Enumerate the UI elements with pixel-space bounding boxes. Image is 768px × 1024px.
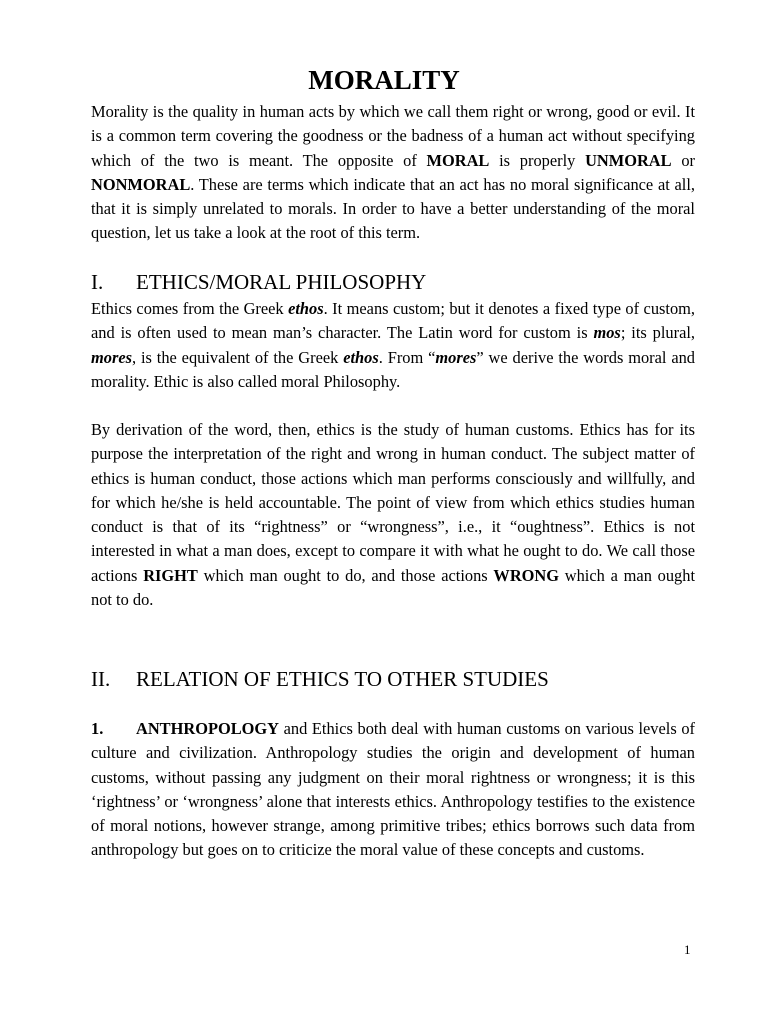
section-2-heading bbox=[91, 665, 695, 693]
section-2-title: RELATION OF ETHICS TO OTHER STUDIES bbox=[136, 667, 549, 691]
ethics-text-2: . It means custom; but it denotes a fixed type of custom, and is often used to mean man’s character. The Latin word for custom is bbox=[91, 299, 695, 343]
section-1-title: ETHICS/MORAL PHILOSOPHY bbox=[136, 270, 427, 294]
section-1-heading bbox=[91, 268, 695, 296]
ethics-definition-paragraph bbox=[91, 297, 695, 394]
term-wrong: WRONG bbox=[493, 565, 559, 585]
anthropology-paragraph bbox=[91, 717, 695, 863]
derivation-text-3: which a man ought not to do. bbox=[91, 565, 695, 610]
term-mores-2: mores bbox=[435, 347, 477, 367]
intro-paragraph bbox=[91, 100, 695, 246]
ethics-text-6: ” we derive the words moral and morality. Ethic is also called moral Philosophy. bbox=[91, 347, 695, 391]
term-anthropology: ANTHROPOLOGY bbox=[136, 719, 279, 738]
page-number: 1 bbox=[684, 942, 691, 957]
document-title: MORALITY bbox=[308, 65, 460, 95]
intro-text-3: or bbox=[671, 150, 695, 170]
term-unmoral: UNMORAL bbox=[585, 150, 672, 170]
item-1-number: 1. bbox=[91, 719, 104, 738]
ethics-derivation-paragraph bbox=[91, 418, 695, 612]
term-mores: mores bbox=[91, 347, 132, 367]
ethics-text-3: ; its plural, bbox=[620, 323, 695, 343]
term-nonmoral: NONMORAL bbox=[91, 174, 191, 194]
derivation-text-1: By derivation of the word, then, ethics is the study of human customs. Ethics has for its purpose the interpretation of the right and wrong in human conduct. The subject matter of ethics is human conduct, those actions which man performs consciously and willfully, and for which he/she is held accountable. The point of view from which ethics studies human conduct is that of its “rightness” or “wrongness”, i.e., it “oughtness”. Ethics is not interested in what a man does, except to compare it with what he ought to do. We call those actions bbox=[91, 420, 695, 585]
section-1-number: I. bbox=[91, 270, 104, 294]
section-2-number: II. bbox=[91, 667, 111, 691]
ethics-text-1: Ethics comes from the Greek bbox=[91, 299, 289, 318]
derivation-text-2: which man ought to do, and those actions bbox=[197, 565, 494, 585]
term-right: RIGHT bbox=[143, 565, 198, 585]
term-moral: MORAL bbox=[426, 150, 490, 170]
anthropology-text: and Ethics both deal with human customs on various levels of culture and civilization. Anthropology studies the origin and development of human customs, without passing any judgment on their moral rightness or wrongness; it is this ‘rightness’ or ‘wrongness’ alone that interests ethics. Anthropology testifies to the existence of moral notions, however strange, among primitive tribes; ethics borrows such data from anthropology but goes on to criticize the moral value of these concepts and customs. bbox=[91, 719, 695, 860]
term-ethos: ethos bbox=[288, 299, 324, 318]
term-mos: mos bbox=[593, 323, 621, 343]
term-ethos-2: ethos bbox=[343, 347, 379, 367]
intro-text-4: . These are terms which indicate that an act has no moral significance at all, that it is simply unrelated to morals. In order to have a better understanding of the moral question, let us take a look at the root of this term. bbox=[91, 174, 695, 243]
intro-text-2: is properly bbox=[489, 150, 586, 170]
intro-text-1: Morality is the quality in human acts by which we call them right or wrong, good or evil. It is a common term covering the goodness or the badness of a human act without specifying which of the two is meant. The opposite of bbox=[91, 102, 695, 170]
ethics-text-4: , is the equivalent of the Greek bbox=[131, 347, 344, 367]
ethics-text-5: . From “ bbox=[378, 347, 436, 367]
